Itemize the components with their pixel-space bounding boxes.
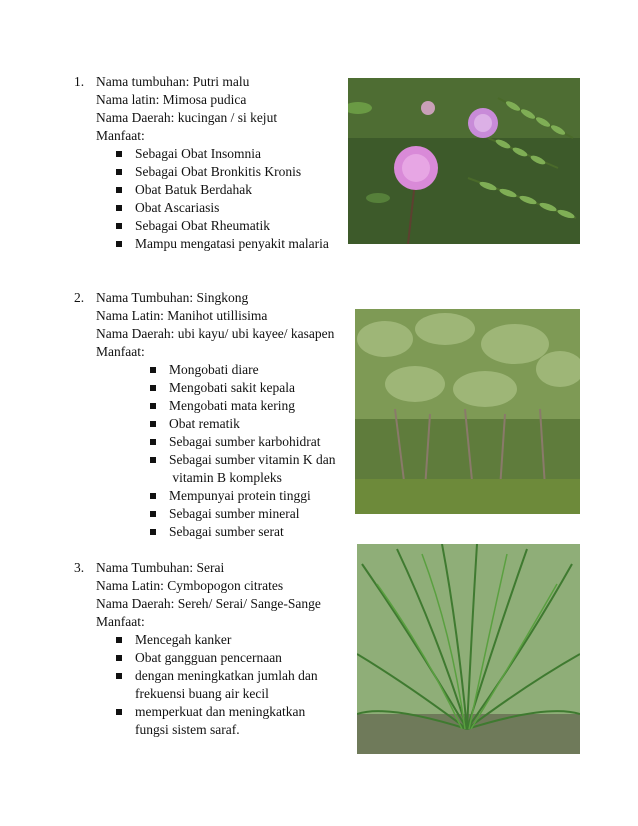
benefit-item: memperkuat dan meningkatkan xyxy=(116,703,321,721)
field-nama-tumbuhan: Nama tumbuhan: Putri malu xyxy=(96,74,250,89)
benefit-item: Mencegah kanker xyxy=(116,631,321,649)
square-bullet-icon xyxy=(116,151,122,157)
square-bullet-icon xyxy=(150,421,156,427)
entry-putri-malu xyxy=(74,73,329,253)
lemongrass-image xyxy=(357,544,580,754)
benefit-item: Sebagai Obat Bronkitis Kronis xyxy=(116,163,329,181)
photo-putri-malu xyxy=(348,78,580,244)
square-bullet-icon xyxy=(116,169,122,175)
benefit-item: Mengobati sakit kepala xyxy=(150,379,335,397)
field-nama-latin: Nama latin: Mimosa pudica xyxy=(96,92,247,107)
benefit-item: Sebagai Obat Insomnia xyxy=(116,145,329,163)
benefit-item: Mongobati diare xyxy=(150,361,335,379)
cassava-image xyxy=(355,309,580,514)
square-bullet-icon xyxy=(116,637,122,643)
benefit-item-continuation: vitamin B kompleks xyxy=(169,470,282,485)
entry-number: 3. xyxy=(74,560,85,575)
photo-singkong xyxy=(355,309,580,514)
square-bullet-icon xyxy=(116,673,122,679)
square-bullet-icon xyxy=(150,457,156,463)
entry-singkong xyxy=(74,289,336,541)
benefit-item: Obat rematik xyxy=(150,415,335,433)
square-bullet-icon xyxy=(116,223,122,229)
square-bullet-icon xyxy=(116,187,122,193)
mimosa-image xyxy=(348,78,580,244)
entry-number: 1. xyxy=(74,74,85,89)
benefit-item: Sebagai sumber karbohidrat xyxy=(150,433,335,451)
field-nama-latin: Nama Latin: Manihot utillisima xyxy=(96,308,268,323)
benefit-item: Sebagai sumber serat xyxy=(150,523,335,541)
field-manfaat: Manfaat: xyxy=(96,128,145,143)
square-bullet-icon xyxy=(116,205,122,211)
square-bullet-icon xyxy=(150,439,156,445)
square-bullet-icon xyxy=(150,367,156,373)
field-nama-daerah: Nama Daerah: kucingan / si kejut xyxy=(96,110,278,125)
field-nama-daerah: Nama Daerah: Sereh/ Serai/ Sange-Sange xyxy=(96,596,321,611)
square-bullet-icon xyxy=(116,241,122,247)
field-nama-tumbuhan: Nama Tumbuhan: Singkong xyxy=(96,290,249,305)
square-bullet-icon xyxy=(150,511,156,517)
field-manfaat: Manfaat: xyxy=(96,344,145,359)
square-bullet-icon xyxy=(150,529,156,535)
benefit-item-continuation: frekuensi buang air kecil xyxy=(135,686,269,701)
square-bullet-icon xyxy=(150,385,156,391)
benefit-item: Mampu mengatasi penyakit malaria xyxy=(116,235,329,253)
square-bullet-icon xyxy=(116,655,122,661)
benefit-item: Sebagai sumber mineral xyxy=(150,505,335,523)
benefit-item: Obat gangguan pencernaan xyxy=(116,649,321,667)
entry-serai xyxy=(74,559,321,739)
benefit-item: Obat Ascariasis xyxy=(116,199,329,217)
field-nama-tumbuhan: Nama Tumbuhan: Serai xyxy=(96,560,225,575)
square-bullet-icon xyxy=(150,403,156,409)
entry-number: 2. xyxy=(74,290,85,305)
square-bullet-icon xyxy=(150,493,156,499)
square-bullet-icon xyxy=(116,709,122,715)
field-manfaat: Manfaat: xyxy=(96,614,145,629)
benefit-item: Sebagai Obat Rheumatik xyxy=(116,217,329,235)
benefit-item: dengan meningkatkan jumlah dan xyxy=(116,667,321,685)
benefit-item-continuation: fungsi sistem saraf. xyxy=(135,722,240,737)
benefit-item: Sebagai sumber vitamin K dan xyxy=(150,451,335,469)
benefit-item: Mengobati mata kering xyxy=(150,397,335,415)
photo-serai xyxy=(357,544,580,754)
benefit-item: Obat Batuk Berdahak xyxy=(116,181,329,199)
benefit-item: Mempunyai protein tinggi xyxy=(150,487,335,505)
field-nama-daerah: Nama Daerah: ubi kayu/ ubi kayee/ kasapen xyxy=(96,326,335,341)
field-nama-latin: Nama Latin: Cymbopogon citrates xyxy=(96,578,284,593)
